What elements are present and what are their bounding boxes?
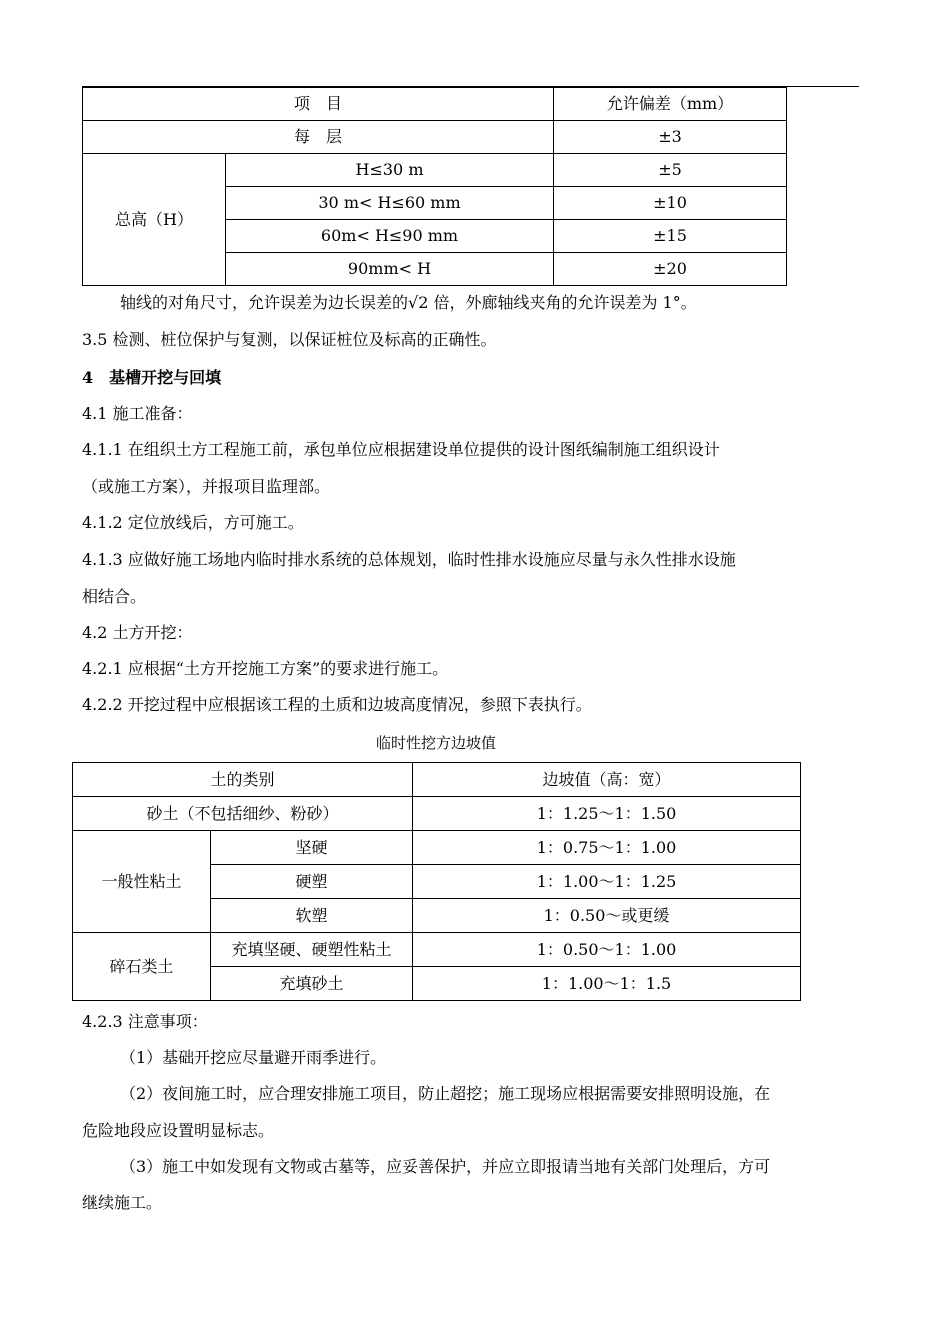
table-cell: 1：1.25～1：1.50 xyxy=(413,797,801,831)
table-cell: 每 层 xyxy=(83,121,554,154)
table-cell: ±20 xyxy=(554,253,787,286)
paragraph: 4.2.1 应根据“土方开挖施工方案”的要求进行施工。 xyxy=(82,659,449,678)
paragraph: 4.2 土方开挖： xyxy=(82,623,193,642)
table-cell: 90mm< H xyxy=(226,253,554,286)
table-cell: 总高（H） xyxy=(83,154,226,286)
paragraph: 4.1.1 在组织土方工程施工前，承包单位应根据建设单位提供的设计图纸编制施工组织设计 xyxy=(82,440,720,459)
table-cell: 1：1.00～1：1.5 xyxy=(413,967,801,1001)
table-cell: 砂土（不包括细纱、粉砂） xyxy=(73,797,413,831)
list-item: （2）夜间施工时，应合理安排施工项目，防止超挖；施工现场应根据需要安排照明设施，在 xyxy=(120,1084,771,1103)
table-cell: 1：1.00～1：1.25 xyxy=(413,865,801,899)
paragraph: 4.2.3 注意事项： xyxy=(82,1012,208,1031)
table-row xyxy=(83,88,787,121)
table-cell: 碎石类土 xyxy=(73,933,211,1001)
paragraph: 轴线的对角尺寸，允许误差为边长误差的√2 倍，外廊轴线夹角的允许误差为 1°。 xyxy=(120,293,697,312)
table-cell: H≤30 m xyxy=(226,154,554,187)
table-cell: ±15 xyxy=(554,220,787,253)
list-item: （3）施工中如发现有文物或古墓等，应妥善保护，并应立即报请当地有关部门处理后，方可 xyxy=(120,1157,771,1176)
paragraph: 4.2.2 开挖过程中应根据该工程的土质和边坡高度情况，参照下表执行。 xyxy=(82,695,592,714)
table-header-cell: 边坡值（高：宽） xyxy=(413,763,801,797)
table-cell: ±5 xyxy=(554,154,787,187)
table-cell: 1：0.50～1：1.00 xyxy=(413,933,801,967)
list-item: 危险地段应设置明显标志。 xyxy=(82,1121,275,1140)
paragraph: 4.1 施工准备： xyxy=(82,404,193,423)
table-cell: ±10 xyxy=(554,187,787,220)
table-row xyxy=(83,121,787,154)
table-cell: 充填砂土 xyxy=(211,967,413,1001)
tolerance-table xyxy=(82,87,787,286)
table-cell: ±3 xyxy=(554,121,787,154)
table-cell: 硬塑 xyxy=(211,865,413,899)
table-header-cell: 允许偏差（mm） xyxy=(554,88,787,121)
table-row xyxy=(73,763,801,797)
table-caption: 临时性挖方边坡值 xyxy=(375,734,496,752)
table-cell: 坚硬 xyxy=(211,831,413,865)
paragraph: 相结合。 xyxy=(82,587,147,606)
table-row xyxy=(73,831,801,865)
table-header-cell: 项 目 xyxy=(83,88,554,121)
table-cell: 一般性粘土 xyxy=(73,831,211,933)
paragraph: 4.1.3 应做好施工场地内临时排水系统的总体规划，临时性排水设施应尽量与永久性排水设施 xyxy=(82,550,736,569)
table-cell: 30 m< H≤60 mm xyxy=(226,187,554,220)
table-cell: 软塑 xyxy=(211,899,413,933)
list-item: 继续施工。 xyxy=(82,1193,163,1212)
section-heading: 4 基槽开挖与回填 xyxy=(82,368,222,387)
list-item: （1）基础开挖应尽量避开雨季进行。 xyxy=(120,1048,387,1067)
slope-table xyxy=(72,762,801,1001)
table-cell: 1：0.50～或更缓 xyxy=(413,899,801,933)
paragraph: （或施工方案），并报项目监理部。 xyxy=(82,477,331,496)
table-row xyxy=(73,933,801,967)
table-header-cell: 土的类别 xyxy=(73,763,413,797)
paragraph: 3.5 检测、桩位保护与复测，以保证桩位及标高的正确性。 xyxy=(82,330,497,349)
table-cell: 充填坚硬、硬塑性粘土 xyxy=(211,933,413,967)
paragraph: 4.1.2 定位放线后，方可施工。 xyxy=(82,513,304,532)
table-cell: 60m< H≤90 mm xyxy=(226,220,554,253)
table-row xyxy=(83,154,787,187)
table-row xyxy=(73,797,801,831)
table-cell: 1：0.75～1：1.00 xyxy=(413,831,801,865)
